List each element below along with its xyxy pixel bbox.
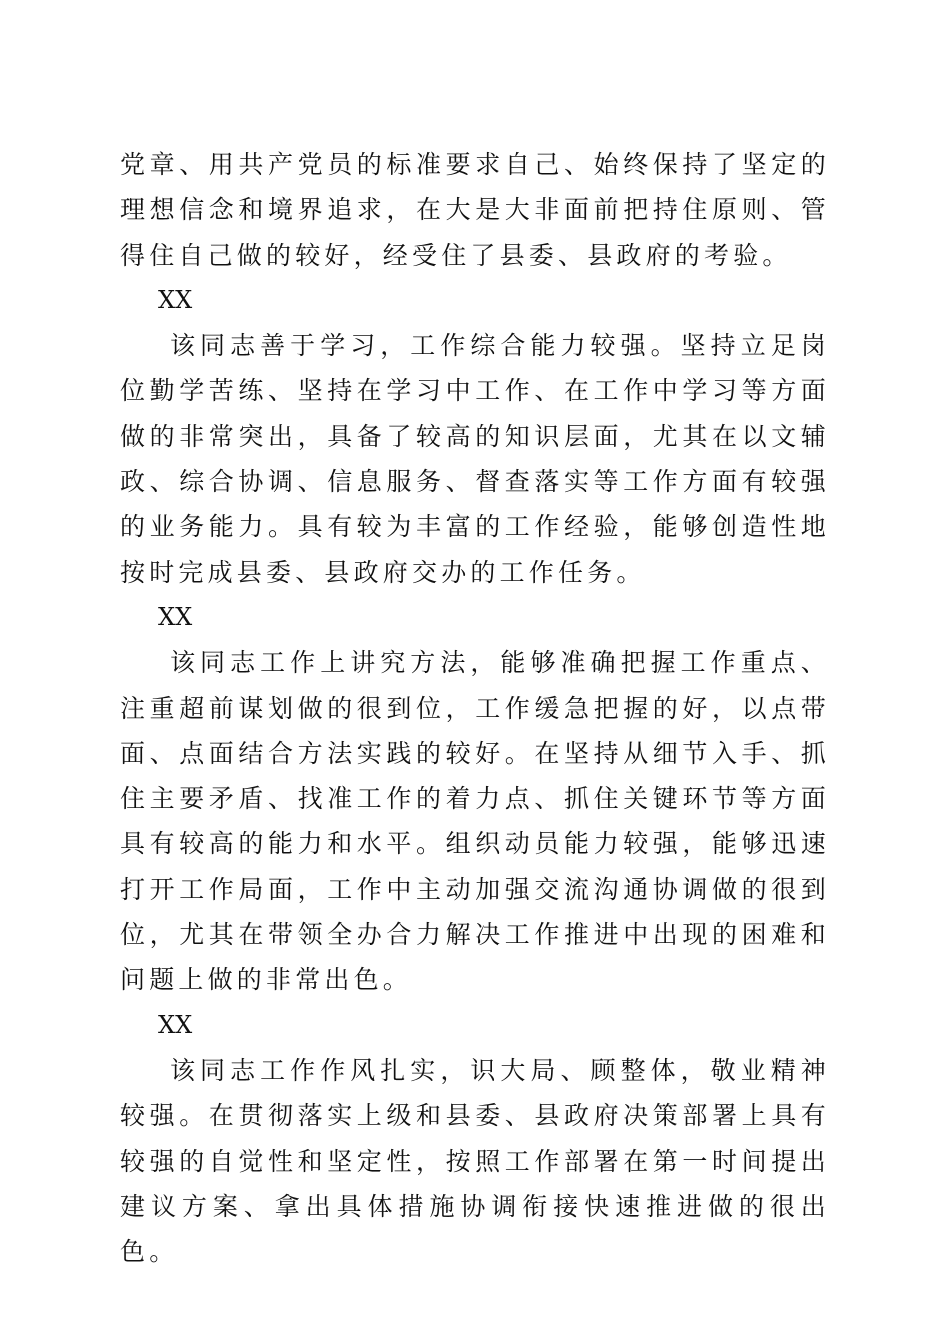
paragraph-continuation: 党章、用共产党员的标准要求自己、始终保持了坚定的理想信念和境界追求，在大是大非面前把持住原则、管得住自己做的较好，经受住了县委、县政府的考验。: [120, 150, 830, 270]
document-body: [120, 142, 830, 1274]
section-heading-3: XX: [158, 1010, 193, 1039]
paragraph-methods: 该同志工作上讲究方法，能够准确把握工作重点、注重超前谋划做的很到位，工作缓急把握的好，以点带面、点面结合方法实践的较好。在坚持从细节入手、抓住主要矛盾、找准工作的着力点、抓住关键环节等方面具有较高的能力和水平。组织动员能力较强，能够迅速打开工作局面，工作中主动加强交流沟通协调做的很到位，尤其在带领全办合力解决工作推进中出现的困难和问题上做的非常出色。: [120, 648, 830, 995]
section-heading-2: XX: [158, 602, 193, 631]
paragraph-work-style: 该同志工作作风扎实，识大局、顾整体，敬业精神较强。在贯彻落实上级和县委、县政府决策部署上具有较强的自觉性和坚定性，按照工作部署在第一时间提出建议方案、拿出具体措施协调衔接快速推进做的很出色。: [120, 1055, 830, 1267]
section-heading-1: XX: [158, 285, 193, 314]
paragraph-learning: 该同志善于学习，工作综合能力较强。坚持立足岗位勤学苦练、坚持在学习中工作、在工作中学习等方面做的非常突出，具备了较高的知识层面，尤其在以文辅政、综合协调、信息服务、督查落实等工作方面有较强的业务能力。具有较为丰富的工作经验，能够创造性地按时完成县委、县政府交办的工作任务。: [120, 331, 830, 587]
